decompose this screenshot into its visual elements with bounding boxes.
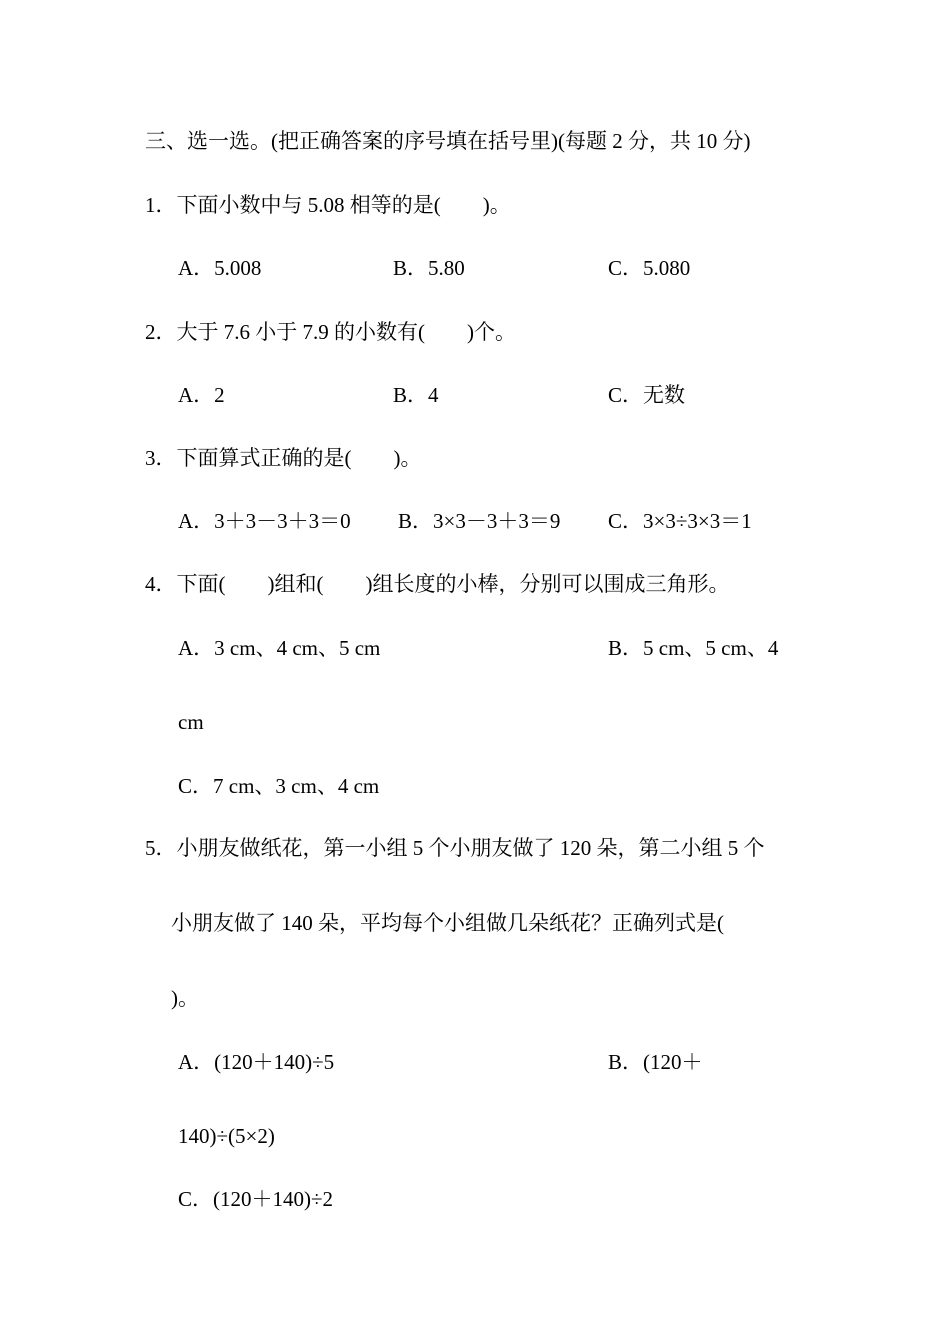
question-5-option-a: A．(120＋140)÷5 <box>178 1050 335 1074</box>
question-4-option-b-continued: cm <box>178 710 204 734</box>
question-1-option-b: B．5.80 <box>393 256 465 280</box>
question-3-option-b: B．3×3－3＋3＝9 <box>398 509 561 533</box>
question-5-stem-line-1: 5．小朋友做纸花，第一小组 5 个小朋友做了 120 朵，第二小组 5 个 <box>145 836 765 860</box>
question-2-option-b: B．4 <box>393 383 439 407</box>
question-1-option-c: C．5.080 <box>608 256 691 280</box>
question-4-option-b: B．5 cm、5 cm、4 <box>608 636 779 660</box>
question-5-option-b: B．(120＋ <box>608 1050 703 1074</box>
question-1-stem: 1．下面小数中与 5.08 相等的是( )。 <box>145 193 511 217</box>
question-4-stem: 4．下面( )组和( )组长度的小棒，分别可以围成三角形。 <box>145 572 730 596</box>
question-3-option-c: C．3×3÷3×3＝1 <box>608 509 752 533</box>
question-2-stem: 2．大于 7.6 小于 7.9 的小数有( )个。 <box>145 320 516 344</box>
question-1-option-a: A．5.008 <box>178 256 262 280</box>
question-3-option-a: A．3＋3－3＋3＝0 <box>178 509 351 533</box>
question-5-stem-line-2: 小朋友做了 140 朵，平均每个小组做几朵纸花？正确列式是( <box>171 911 724 935</box>
question-4-option-c: C．7 cm、3 cm、4 cm <box>178 774 380 798</box>
section-header: 三、选一选。(把正确答案的序号填在括号里)(每题 2 分，共 10 分) <box>145 129 751 153</box>
question-5-option-c: C．(120＋140)÷2 <box>178 1187 334 1211</box>
question-4-option-a: A．3 cm、4 cm、5 cm <box>178 636 381 660</box>
question-2-option-a: A．2 <box>178 383 225 407</box>
question-5-stem-line-3: )。 <box>171 986 199 1010</box>
question-5-option-b-continued: 140)÷(5×2) <box>178 1124 275 1148</box>
question-3-stem: 3．下面算式正确的是( )。 <box>145 446 422 470</box>
question-2-option-c: C．无数 <box>608 383 686 407</box>
